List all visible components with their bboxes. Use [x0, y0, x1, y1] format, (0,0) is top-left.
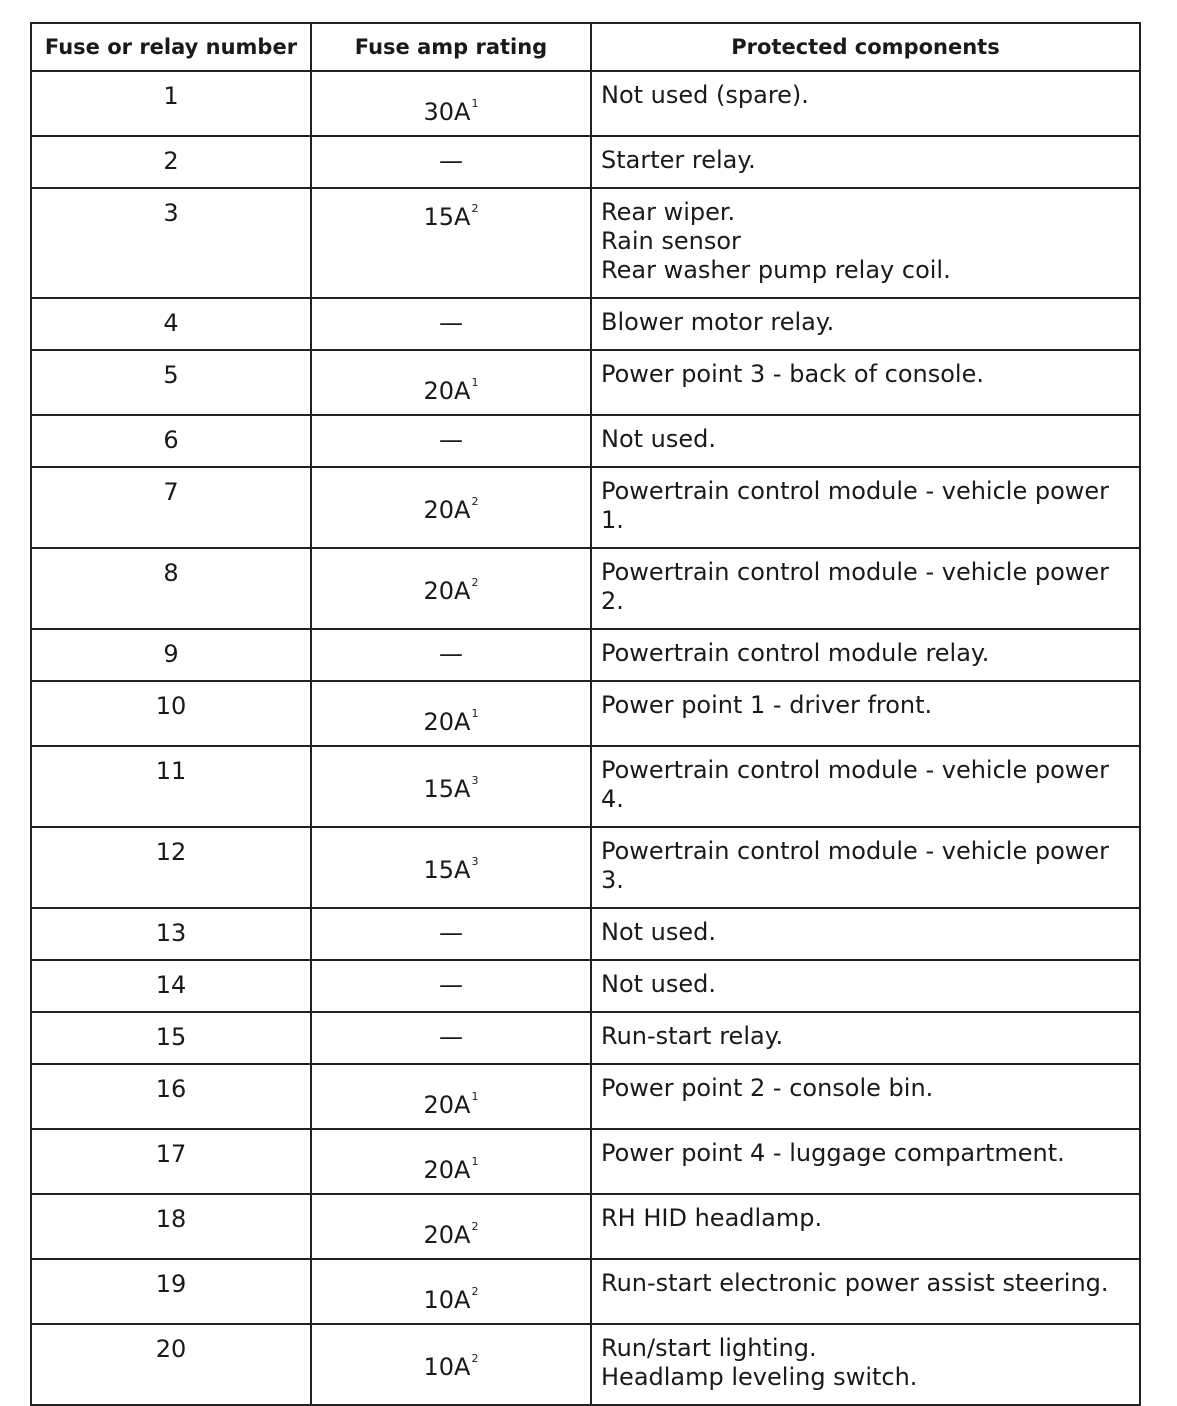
protected-components-cell	[591, 467, 1140, 548]
amp-rating-cell	[311, 467, 591, 548]
amp-rating-cell	[311, 1324, 591, 1405]
component-line: Power point 4 - luggage compartment.	[601, 1139, 1065, 1167]
table-row	[31, 1064, 1140, 1129]
fuse-number-cell: 19	[31, 1259, 311, 1324]
amp-rating-cell	[311, 1194, 591, 1259]
table-row	[31, 960, 1140, 1012]
amp-rating-value: —	[439, 971, 463, 999]
footnote-marker: 1	[471, 707, 479, 720]
component-line: Power point 1 - driver front.	[601, 691, 933, 719]
amp-rating-value: 20A	[423, 577, 471, 605]
footnote-marker: 1	[471, 97, 479, 110]
fuse-number-cell: 16	[31, 1064, 311, 1129]
footnote-marker: 1	[471, 376, 479, 389]
protected-components-cell	[591, 960, 1140, 1012]
amp-rating-cell	[311, 1259, 591, 1324]
fuse-number-cell: 11	[31, 746, 311, 827]
amp-rating-value: 20A	[423, 708, 471, 736]
footnote-marker: 2	[471, 1285, 479, 1298]
amp-rating-cell	[311, 1012, 591, 1064]
amp-rating-cell	[311, 188, 591, 298]
component-line: 1.	[601, 506, 624, 534]
table-row	[31, 629, 1140, 681]
table-row	[31, 1012, 1140, 1064]
table-row	[31, 1194, 1140, 1259]
component-line: Rear washer pump relay coil.	[601, 256, 951, 284]
protected-components-cell	[591, 136, 1140, 188]
footnote-marker: 3	[471, 855, 479, 868]
amp-rating-value: 20A	[423, 1091, 471, 1119]
fuse-number-cell: 5	[31, 350, 311, 415]
amp-rating-cell	[311, 1129, 591, 1194]
component-line: Powertrain control module - vehicle power	[601, 477, 1110, 505]
fuse-number-cell: 20	[31, 1324, 311, 1405]
amp-rating-value: —	[439, 640, 463, 668]
table-row	[31, 908, 1140, 960]
amp-rating-cell	[311, 629, 591, 681]
footnote-marker: 2	[471, 495, 479, 508]
component-line: Run/start lighting.	[601, 1334, 817, 1362]
amp-rating-cell	[311, 908, 591, 960]
table-header-row	[31, 23, 1140, 71]
amp-rating-value: 20A	[423, 1221, 471, 1249]
amp-rating-value: 15A	[423, 775, 471, 803]
fuse-number-cell: 14	[31, 960, 311, 1012]
amp-rating-value: 30A	[423, 98, 471, 126]
table-row	[31, 415, 1140, 467]
component-line: Run-start relay.	[601, 1022, 784, 1050]
protected-components-cell	[591, 908, 1140, 960]
fuse-number-cell: 2	[31, 136, 311, 188]
component-line: Rear wiper.	[601, 198, 736, 226]
table-row	[31, 188, 1140, 298]
table-row	[31, 746, 1140, 827]
footnote-marker: 2	[471, 576, 479, 589]
component-line: Not used.	[601, 918, 717, 946]
table-row	[31, 681, 1140, 746]
component-line: Not used.	[601, 970, 717, 998]
table-row	[31, 827, 1140, 908]
protected-components-cell	[591, 1259, 1140, 1324]
amp-rating-cell	[311, 960, 591, 1012]
protected-components-cell	[591, 548, 1140, 629]
fuse-number-cell: 7	[31, 467, 311, 548]
component-line: Powertrain control module - vehicle power	[601, 558, 1110, 586]
fuse-number-cell: 6	[31, 415, 311, 467]
fuse-number-cell: 9	[31, 629, 311, 681]
amp-rating-cell	[311, 746, 591, 827]
table-body	[31, 71, 1140, 1405]
amp-rating-value: —	[439, 147, 463, 175]
table-row	[31, 136, 1140, 188]
table-row	[31, 298, 1140, 350]
component-line: Not used.	[601, 425, 717, 453]
component-line: Power point 2 - console bin.	[601, 1074, 934, 1102]
amp-rating-value: —	[439, 919, 463, 947]
protected-components-cell	[591, 415, 1140, 467]
amp-rating-cell	[311, 136, 591, 188]
protected-components-cell	[591, 298, 1140, 350]
fuse-number-cell: 15	[31, 1012, 311, 1064]
protected-components-cell	[591, 1012, 1140, 1064]
amp-rating-cell	[311, 1064, 591, 1129]
protected-components-cell	[591, 827, 1140, 908]
fuse-number-cell: 3	[31, 188, 311, 298]
amp-rating-value: 20A	[423, 377, 471, 405]
component-line: Powertrain control module - vehicle power	[601, 756, 1110, 784]
amp-rating-value: 10A	[423, 1286, 471, 1314]
protected-components-cell	[591, 188, 1140, 298]
fuse-number-cell: 1	[31, 71, 311, 136]
fuse-number-cell: 4	[31, 298, 311, 350]
component-line: RH HID headlamp.	[601, 1204, 823, 1232]
protected-components-cell	[591, 1194, 1140, 1259]
protected-components-cell	[591, 1129, 1140, 1194]
header-protected-components: Protected components	[591, 23, 1140, 71]
component-line: Starter relay.	[601, 146, 756, 174]
component-line: 4.	[601, 785, 624, 813]
protected-components-cell	[591, 71, 1140, 136]
amp-rating-value: —	[439, 309, 463, 337]
amp-rating-value: 20A	[423, 496, 471, 524]
protected-components-cell	[591, 746, 1140, 827]
component-line: Powertrain control module relay.	[601, 639, 990, 667]
footnote-marker: 3	[471, 774, 479, 787]
component-line: Rain sensor	[601, 227, 741, 255]
amp-rating-cell	[311, 827, 591, 908]
component-line: 2.	[601, 587, 624, 615]
component-line: Power point 3 - back of console.	[601, 360, 984, 388]
table-row	[31, 1259, 1140, 1324]
amp-rating-value: 10A	[423, 1353, 471, 1381]
fuse-number-cell: 13	[31, 908, 311, 960]
amp-rating-cell	[311, 548, 591, 629]
component-line: 3.	[601, 866, 624, 894]
protected-components-cell	[591, 1324, 1140, 1405]
table-row	[31, 1129, 1140, 1194]
fuse-number-cell: 12	[31, 827, 311, 908]
fuse-number-cell: 8	[31, 548, 311, 629]
component-line: Blower motor relay.	[601, 308, 835, 336]
footnote-marker: 2	[471, 202, 479, 215]
footnote-marker: 1	[471, 1090, 479, 1103]
amp-rating-value: 15A	[423, 203, 471, 231]
component-line: Run-start electronic power assist steering.	[601, 1269, 1109, 1297]
amp-rating-cell	[311, 350, 591, 415]
footnote-marker: 1	[471, 1155, 479, 1168]
amp-rating-value: —	[439, 426, 463, 454]
component-line: Not used (spare).	[601, 81, 809, 109]
amp-rating-cell	[311, 681, 591, 746]
fuse-table	[30, 22, 1141, 1406]
header-amp-rating: Fuse amp rating	[311, 23, 591, 71]
protected-components-cell	[591, 681, 1140, 746]
fuse-number-cell: 18	[31, 1194, 311, 1259]
header-fuse-number: Fuse or relay number	[31, 23, 311, 71]
amp-rating-cell	[311, 298, 591, 350]
amp-rating-value: 15A	[423, 856, 471, 884]
component-line: Headlamp leveling switch.	[601, 1363, 918, 1391]
table-row	[31, 350, 1140, 415]
table-row	[31, 467, 1140, 548]
fuse-number-cell: 17	[31, 1129, 311, 1194]
table-row	[31, 548, 1140, 629]
protected-components-cell	[591, 350, 1140, 415]
component-line: Powertrain control module - vehicle power	[601, 837, 1110, 865]
table-row	[31, 71, 1140, 136]
amp-rating-cell	[311, 415, 591, 467]
table-row	[31, 1324, 1140, 1405]
amp-rating-cell	[311, 71, 591, 136]
footnote-marker: 2	[471, 1352, 479, 1365]
amp-rating-value: —	[439, 1023, 463, 1051]
fuse-number-cell: 10	[31, 681, 311, 746]
footnote-marker: 2	[471, 1220, 479, 1233]
amp-rating-value: 20A	[423, 1156, 471, 1184]
protected-components-cell	[591, 1064, 1140, 1129]
protected-components-cell	[591, 629, 1140, 681]
